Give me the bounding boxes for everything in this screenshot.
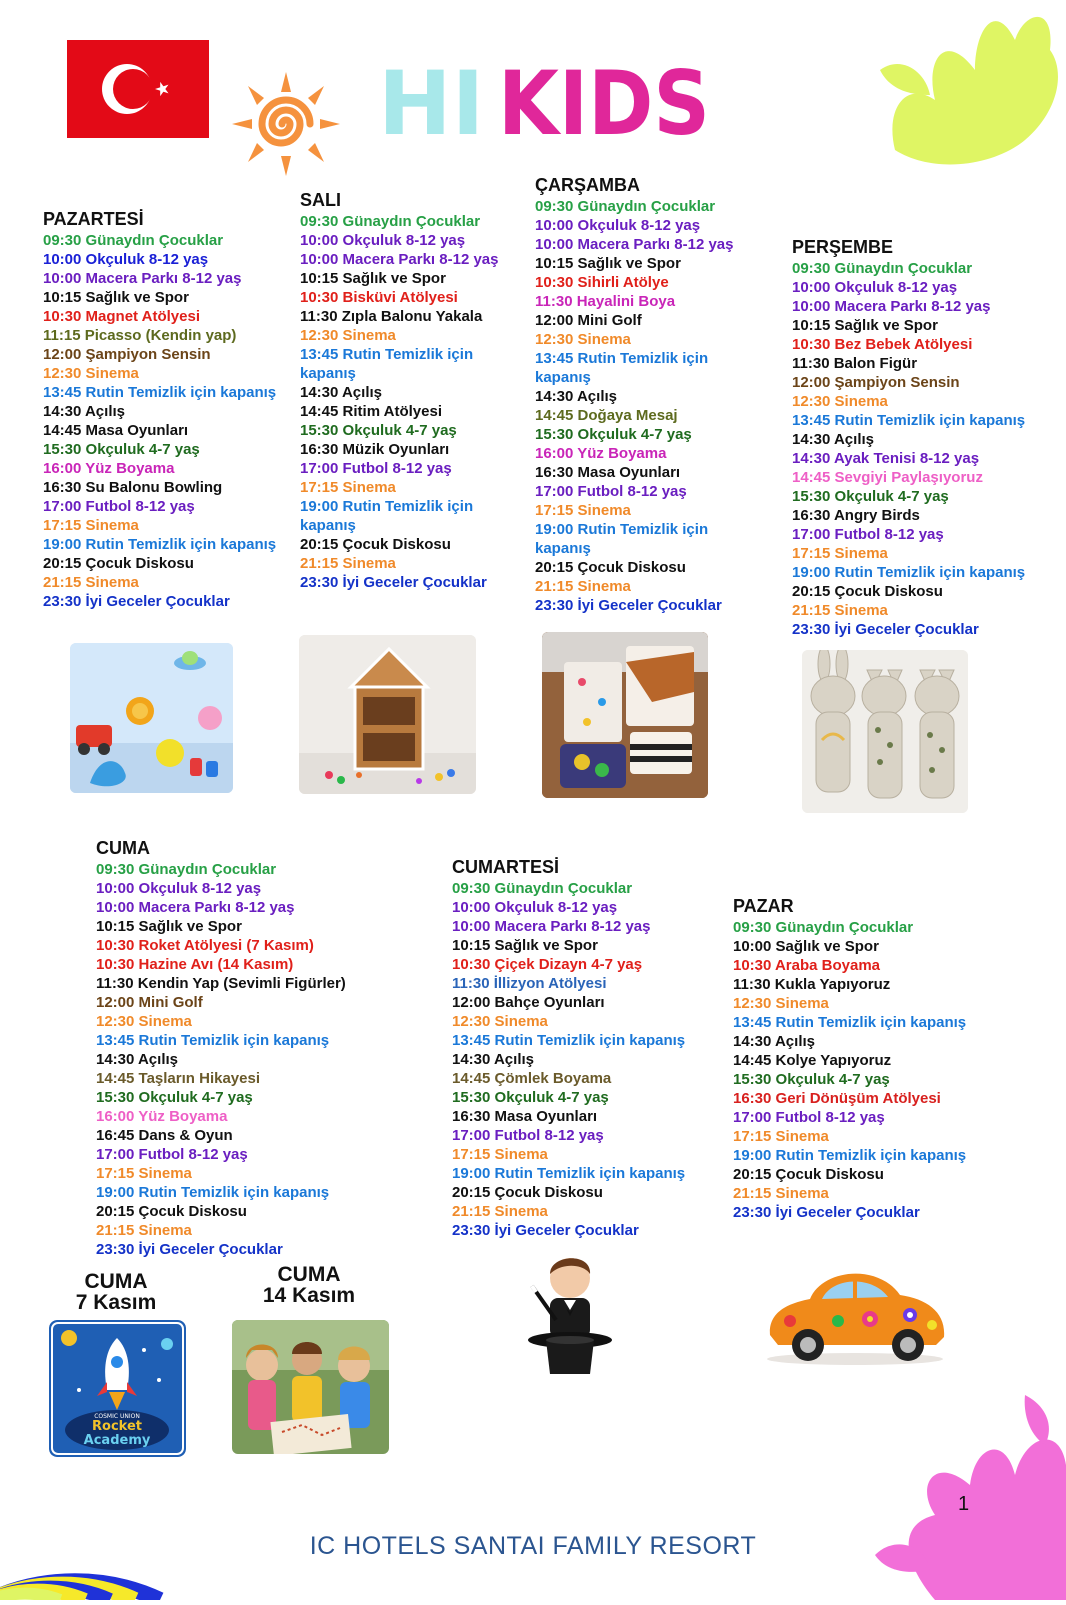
schedule-item: 21:15 Sinema	[43, 574, 139, 591]
schedule-item: 17:00 Futbol 8-12 yaş	[43, 498, 195, 515]
schedule-item: 14:30 Açılış	[96, 1051, 178, 1068]
schedule-item: 19:00 Rutin Temizlik için kapanış	[300, 498, 474, 534]
day-sunday	[733, 895, 1023, 1222]
schedule-item: 20:15 Çocuk Diskosu	[792, 583, 943, 600]
schedule-item: 10:30 Hazine Avı (14 Kasım)	[96, 956, 294, 973]
schedule-item: 12:30 Sinema	[300, 327, 396, 344]
schedule-item: 14:45 Taşların Hikayesi	[96, 1070, 260, 1087]
schedule-item: 09:30 Günaydın Çocuklar	[96, 861, 277, 878]
day-title: SALI	[300, 190, 342, 210]
schedule-item: 12:30 Sinema	[43, 365, 139, 382]
schedule-item: 15:30 Okçuluk 4-7 yaş	[535, 426, 692, 443]
treasure-hunt-photo	[232, 1320, 389, 1454]
schedule-item: 12:00 Şampiyon Sensin	[43, 346, 211, 363]
day-tuesday	[300, 189, 518, 592]
schedule-item: 20:15 Çocuk Diskosu	[43, 555, 194, 572]
schedule-item: 12:00 Bahçe Oyunları	[452, 994, 605, 1011]
day-title: CUMA	[96, 838, 150, 858]
schedule-item: 17:00 Futbol 8-12 yaş	[452, 1127, 604, 1144]
schedule-item: 16:30 Masa Oyunları	[535, 464, 681, 481]
schedule-item: 20:15 Çocuk Diskosu	[96, 1203, 247, 1220]
day-title: PERŞEMBE	[792, 237, 894, 257]
caption-day: CUMA	[84, 1270, 148, 1293]
schedule-item: 13:45 Rutin Temizlik için kapanış	[535, 350, 709, 386]
schedule-item: 10:30 Sihirli Atölye	[535, 274, 669, 291]
schedule-item: 09:30 Günaydın Çocuklar	[535, 198, 716, 215]
cloth-dolls-photo	[802, 650, 968, 813]
schedule-item: 14:45 Ritim Atölyesi	[300, 403, 442, 420]
schedule-item: 19:00 Rutin Temizlik için kapanış	[452, 1165, 686, 1182]
caption-friday-7	[60, 1271, 172, 1313]
leaf-decoration	[875, 0, 1066, 175]
day-title: PAZARTESİ	[43, 209, 144, 229]
schedule-item: 23:30 İyi Geceler Çocuklar	[300, 574, 487, 591]
schedule-item: 10:00 Okçuluk 8-12 yaş	[792, 279, 958, 296]
schedule-item: 19:00 Rutin Temizlik için kapanış	[733, 1147, 967, 1164]
schedule-item: 15:30 Okçuluk 4-7 yaş	[96, 1089, 253, 1106]
painted-car-illustration	[760, 1255, 950, 1365]
schedule-item: 17:15 Sinema	[300, 479, 396, 496]
schedule-item: 12:30 Sinema	[535, 331, 631, 348]
schedule-item: 14:30 Açılış	[792, 431, 874, 448]
schedule-item: 17:00 Futbol 8-12 yaş	[300, 460, 452, 477]
schedule-item: 14:45 Kolye Yapıyoruz	[733, 1052, 892, 1069]
schedule-item: 15:30 Okçuluk 4-7 yaş	[452, 1089, 609, 1106]
schedule-item: 10:00 Macera Parkı 8-12 yaş	[43, 270, 242, 287]
schedule-item: 21:15 Sinema	[792, 602, 888, 619]
schedule-item: 16:00 Yüz Boyama	[535, 445, 667, 462]
badge-line1: COSMIC UNION	[94, 1413, 140, 1420]
schedule-item: 10:00 Sağlık ve Spor	[733, 938, 879, 955]
schedule-item: 17:15 Sinema	[43, 517, 139, 534]
schedule-item: 10:30 Bez Bebek Atölyesi	[792, 336, 973, 353]
schedule-item: 09:30 Günaydın Çocuklar	[452, 880, 633, 897]
schedule-item: 17:15 Sinema	[96, 1165, 192, 1182]
day-thursday	[792, 236, 1047, 639]
schedule-item: 10:15 Sağlık ve Spor	[43, 289, 189, 306]
schedule-item: 09:30 Günaydın Çocuklar	[300, 213, 481, 230]
schedule-item: 23:30 İyi Geceler Çocuklar	[792, 621, 979, 638]
schedule-item: 14:45 Çömlek Boyama	[452, 1070, 612, 1087]
schedule-item: 09:30 Günaydın Çocuklar	[733, 919, 914, 936]
schedule-item: 17:15 Sinema	[792, 545, 888, 562]
schedule-item: 16:30 Su Balonu Bowling	[43, 479, 223, 496]
schedule-item: 10:00 Okçuluk 8-12 yaş	[300, 232, 466, 249]
schedule-item: 20:15 Çocuk Diskosu	[535, 559, 686, 576]
schedule-item: 10:00 Okçuluk 8-12 yaş	[43, 251, 209, 268]
gingerbread-house-photo	[299, 635, 476, 794]
schedule-item: 17:00 Futbol 8-12 yaş	[535, 483, 687, 500]
schedule-item: 12:30 Sinema	[792, 393, 888, 410]
schedule-item: 16:30 Geri Dönüşüm Atölyesi	[733, 1090, 941, 1107]
schedule-item: 10:30 Roket Atölyesi (7 Kasım)	[96, 937, 314, 954]
schedule-item: 21:15 Sinema	[300, 555, 396, 572]
schedule-item: 10:15 Sağlık ve Spor	[96, 918, 242, 935]
footer-resort-name: IC HOTELS SANTAI FAMILY RESORT	[309, 1532, 757, 1560]
day-title: PAZAR	[733, 896, 794, 916]
caption-date: 7 Kasım	[75, 1291, 157, 1314]
schedule-item: 11:30 Zıpla Balonu Yakala	[300, 308, 483, 325]
schedule-item: 11:30 Kendin Yap (Sevimli Figürler)	[96, 975, 346, 992]
schedule-item: 20:15 Çocuk Diskosu	[452, 1184, 603, 1201]
badge-line2: Rocket	[92, 1419, 142, 1434]
schedule-item: 11:30 Kukla Yapıyoruz	[733, 976, 891, 993]
schedule-item: 23:30 İyi Geceler Çocuklar	[452, 1222, 639, 1239]
schedule-item: 12:30 Sinema	[96, 1013, 192, 1030]
schedule-item: 12:00 Mini Golf	[96, 994, 203, 1011]
schedule-item: 23:30 İyi Geceler Çocuklar	[733, 1204, 920, 1221]
page-number: 1	[958, 1493, 970, 1515]
schedule-item: 21:15 Sinema	[452, 1203, 548, 1220]
schedule-item: 13:45 Rutin Temizlik için kapanış	[96, 1032, 330, 1049]
schedule-item: 13:45 Rutin Temizlik için kapanış	[792, 412, 1026, 429]
schedule-item: 17:15 Sinema	[535, 502, 631, 519]
schedule-item: 21:15 Sinema	[535, 578, 631, 595]
schedule-item: 10:00 Macera Parkı 8-12 yaş	[792, 298, 991, 315]
schedule-item: 16:30 Masa Oyunları	[452, 1108, 598, 1125]
schedule-item: 13:45 Rutin Temizlik için kapanış	[733, 1014, 967, 1031]
schedule-item: 19:00 Rutin Temizlik için kapanış	[43, 536, 277, 553]
badge-line3: Academy	[83, 1433, 151, 1448]
day-monday	[43, 208, 293, 611]
schedule-item: 11:30 Balon Figür	[792, 355, 918, 372]
schedule-item: 12:00 Şampiyon Sensin	[792, 374, 960, 391]
toys-clay-photo	[70, 643, 233, 793]
schedule-item: 10:30 Bisküvi Atölyesi	[300, 289, 458, 306]
schedule-item: 10:00 Macera Parkı 8-12 yaş	[452, 918, 651, 935]
sun-icon	[230, 70, 342, 178]
schedule-item: 23:30 İyi Geceler Çocuklar	[96, 1241, 283, 1258]
handmade-soaps-photo	[542, 632, 708, 798]
schedule-item: 15:30 Okçuluk 4-7 yaş	[300, 422, 457, 439]
schedule-item: 19:00 Rutin Temizlik için kapanış	[535, 521, 709, 557]
schedule-item: 16:45 Dans & Oyun	[96, 1127, 233, 1144]
schedule-item: 10:00 Macera Parkı 8-12 yaş	[300, 251, 499, 268]
caption-friday-14	[250, 1264, 368, 1306]
schedule-item: 19:00 Rutin Temizlik için kapanış	[96, 1184, 330, 1201]
magician-boy-illustration	[512, 1250, 624, 1378]
schedule-item: 13:45 Rutin Temizlik için kapanış	[43, 384, 277, 401]
schedule-item: 14:30 Açılış	[452, 1051, 534, 1068]
schedule-item: 14:30 Açılış	[535, 388, 617, 405]
schedule-item: 17:00 Futbol 8-12 yaş	[792, 526, 944, 543]
schedule-item: 13:45 Rutin Temizlik için kapanış	[300, 346, 474, 382]
schedule-item: 09:30 Günaydın Çocuklar	[792, 260, 973, 277]
schedule-item: 10:00 Okçuluk 8-12 yaş	[96, 880, 262, 897]
schedule-item: 10:00 Okçuluk 8-12 yaş	[535, 217, 701, 234]
schedule-item: 23:30 İyi Geceler Çocuklar	[43, 593, 230, 610]
schedule-item: 10:15 Sağlık ve Spor	[535, 255, 681, 272]
schedule-item: 16:30 Angry Birds	[792, 507, 920, 524]
schedule-item: 16:00 Yüz Boyama	[43, 460, 175, 477]
title-hi: HI	[378, 56, 485, 142]
schedule-item: 16:30 Müzik Oyunları	[300, 441, 450, 458]
schedule-item: 23:30 İyi Geceler Çocuklar	[535, 597, 722, 614]
schedule-item: 17:15 Sinema	[733, 1128, 829, 1145]
day-title: CUMARTESİ	[452, 857, 559, 877]
schedule-item: 12:30 Sinema	[452, 1013, 548, 1030]
schedule-item: 16:00 Yüz Boyama	[96, 1108, 228, 1125]
schedule-item: 11:30 İllizyon Atölyesi	[452, 975, 607, 992]
hi-kids-title	[374, 56, 714, 142]
day-saturday	[452, 856, 732, 1240]
day-wednesday	[535, 174, 755, 615]
schedule-item: 09:30 Günaydın Çocuklar	[43, 232, 224, 249]
schedule-item: 19:00 Rutin Temizlik için kapanış	[792, 564, 1026, 581]
schedule-item: 20:15 Çocuk Diskosu	[733, 1166, 884, 1183]
rainbow-arc-decoration	[0, 1460, 170, 1600]
schedule-item: 10:15 Sağlık ve Spor	[300, 270, 446, 287]
pink-splash-decoration	[875, 1395, 1066, 1600]
schedule-item: 15:30 Okçuluk 4-7 yaş	[43, 441, 200, 458]
schedule-item: 14:30 Açılış	[43, 403, 125, 420]
schedule-item: 14:30 Açılış	[300, 384, 382, 401]
schedule-item: 10:15 Sağlık ve Spor	[792, 317, 938, 334]
schedule-item: 14:30 Açılış	[733, 1033, 815, 1050]
schedule-item: 12:30 Sinema	[733, 995, 829, 1012]
day-friday	[96, 837, 396, 1259]
schedule-item: 10:00 Okçuluk 8-12 yaş	[452, 899, 618, 916]
caption-date: 14 Kasım	[262, 1284, 356, 1307]
schedule-item: 10:00 Macera Parkı 8-12 yaş	[535, 236, 734, 253]
schedule-item: 15:30 Okçuluk 4-7 yaş	[792, 488, 949, 505]
schedule-item: 10:15 Sağlık ve Spor	[452, 937, 598, 954]
schedule-item: 14:45 Masa Oyunları	[43, 422, 189, 439]
schedule-item: 14:45 Sevgiyi Paylaşıyoruz	[792, 469, 983, 486]
title-kids: KIDS	[498, 56, 710, 142]
schedule-item: 21:15 Sinema	[96, 1222, 192, 1239]
schedule-item: 14:45 Doğaya Mesaj	[535, 407, 678, 424]
schedule-item: 21:15 Sinema	[733, 1185, 829, 1202]
schedule-item: 11:30 Hayalini Boya	[535, 293, 676, 310]
day-title: ÇARŞAMBA	[535, 175, 640, 195]
schedule-item: 10:00 Macera Parkı 8-12 yaş	[96, 899, 295, 916]
schedule-item: 13:45 Rutin Temizlik için kapanış	[452, 1032, 686, 1049]
schedule-item: 10:30 Magnet Atölyesi	[43, 308, 200, 325]
schedule-item: 17:00 Futbol 8-12 yaş	[96, 1146, 248, 1163]
turkish-flag	[67, 40, 209, 138]
caption-day: CUMA	[277, 1263, 341, 1286]
schedule-item: 17:00 Futbol 8-12 yaş	[733, 1109, 885, 1126]
schedule-item: 14:30 Ayak Tenisi 8-12 yaş	[792, 450, 980, 467]
schedule-item: 11:15 Picasso (Kendin yap)	[43, 327, 237, 344]
schedule-item: 10:30 Çiçek Dizayn 4-7 yaş	[452, 956, 643, 973]
schedule-item: 20:15 Çocuk Diskosu	[300, 536, 451, 553]
schedule-item: 10:30 Araba Boyama	[733, 957, 881, 974]
rocket-academy-badge	[49, 1320, 186, 1457]
schedule-item: 17:15 Sinema	[452, 1146, 548, 1163]
schedule-item: 15:30 Okçuluk 4-7 yaş	[733, 1071, 890, 1088]
schedule-item: 12:00 Mini Golf	[535, 312, 642, 329]
